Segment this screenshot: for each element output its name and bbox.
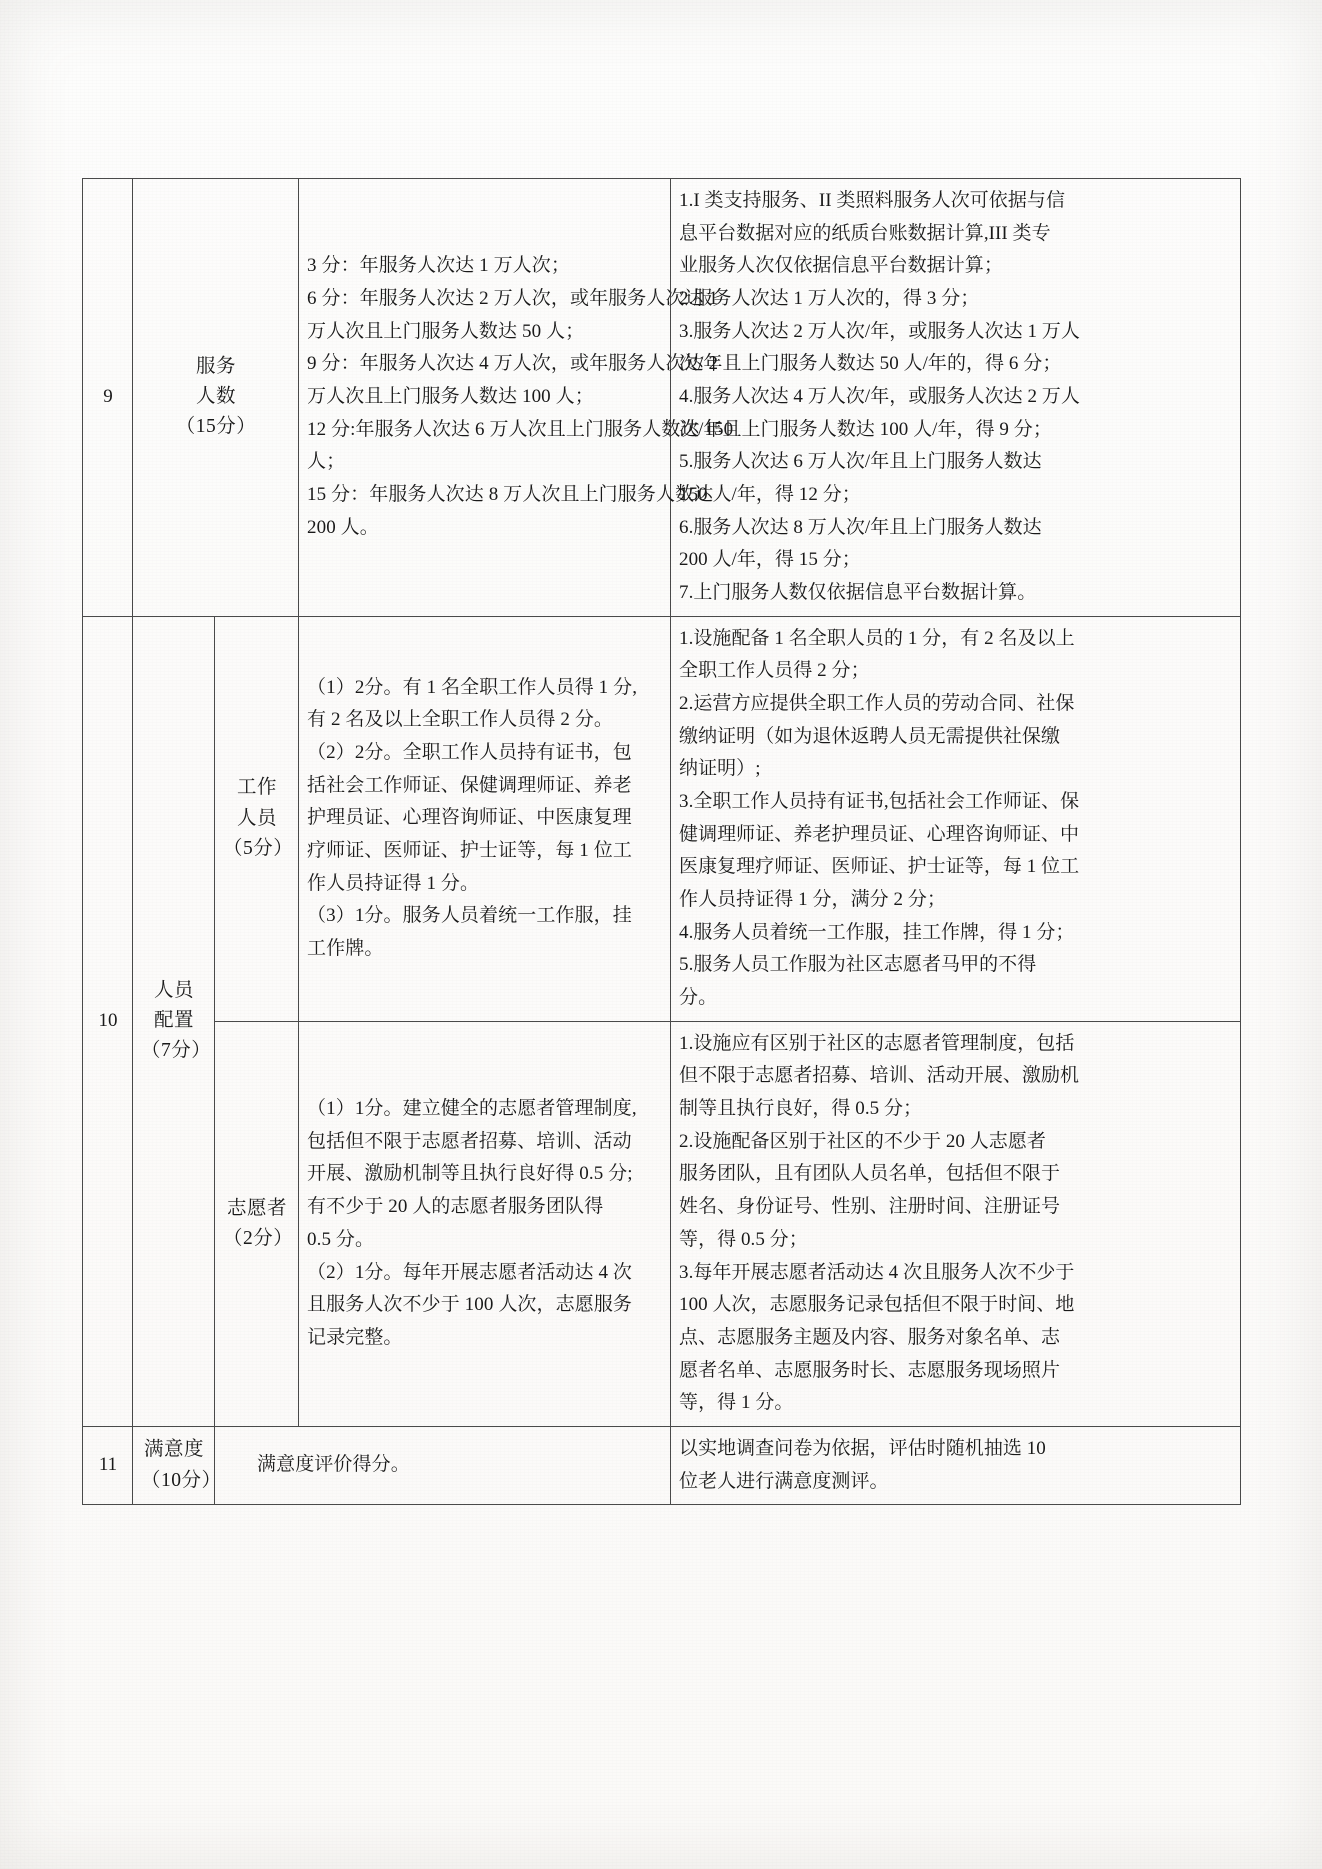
note-line: 2.运营方应提供全职工作人员的劳动合同、社保: [679, 693, 1075, 715]
standard-line: 0.5 分。: [307, 1228, 375, 1250]
note-line: 5.服务人次达 6 万人次/年且上门服务人数达: [679, 451, 1042, 473]
note-line: 分。: [679, 987, 718, 1009]
standard-cell: [299, 616, 671, 1021]
indicator-label: [133, 346, 298, 449]
standard-line: 200 人。: [307, 516, 379, 538]
standard-text: [215, 1443, 670, 1488]
note-line: 服务团队，且有团队人员名单，包括但不限于: [679, 1163, 1061, 1185]
row-number: 11: [98, 1454, 118, 1476]
indicator-label: [133, 970, 214, 1073]
note-line: 全职工作人员得 2 分；: [679, 660, 870, 682]
note-line: 5.服务人员工作服为社区志愿者马甲的不得: [679, 954, 1037, 976]
note-line: 3.服务人次达 2 万人次/年，或服务人次达 1 万人: [679, 320, 1080, 342]
note-line: 2.服务人次达 1 万人次的，得 3 分；: [679, 288, 980, 310]
note-line: 4.服务人次达 4 万人次/年，或服务人次达 2 万人: [679, 386, 1080, 408]
standard-cell: [215, 1426, 671, 1504]
note-line: 缴纳证明（如为退休返聘人员无需提供社保缴: [679, 725, 1061, 747]
standard-line: 万人次且上门服务人数达 50 人；: [307, 320, 585, 342]
standard-line: 开展、激励机制等且执行良好得 0.5 分;: [307, 1163, 633, 1185]
standard-line: 疗师证、医师证、护士证等，每 1 位工: [307, 840, 632, 862]
row-number-cell: [83, 179, 133, 617]
standard-line: （2）1分。每年开展志愿者活动达 4 次: [307, 1261, 633, 1283]
row-number: 10: [98, 1009, 118, 1031]
standard-cell: [299, 1021, 671, 1426]
note-text: [671, 1427, 1240, 1504]
note-line: 1.设施配备 1 名全职人员的 1 分，有 2 名及以上: [679, 627, 1075, 649]
note-line: 业服务人次仅依据信息平台数据计算；: [679, 255, 1003, 277]
standard-line: 6 分：年服务人次达 2 万人次，或年服务人次达 1: [307, 288, 719, 310]
row-number: 9: [103, 386, 113, 408]
note-line: 作人员持证得 1 分，满分 2 分；: [679, 889, 946, 911]
note-line: 息平台数据对应的纸质台账数据计算,III 类专: [679, 222, 1051, 244]
standard-line: 有 2 名及以上全职工作人员得 2 分。: [307, 709, 614, 731]
sub-indicator-line: 志愿者: [227, 1197, 288, 1219]
standard-line: 且服务人次不少于 100 人次，志愿服务: [307, 1294, 633, 1316]
table-row: [83, 616, 1241, 1021]
standard-line: （1）1分。建立健全的志愿者管理制度,: [307, 1098, 637, 1120]
note-cell: [671, 1021, 1241, 1426]
row-number-cell: [83, 1426, 133, 1504]
note-line: 1.设施应有区别于社区的志愿者管理制度，包括: [679, 1032, 1075, 1054]
note-line: 但不限于志愿者招募、培训、活动开展、激励机: [679, 1065, 1080, 1087]
standard-line: 12 分:年服务人次达 6 万人次且上门服务人数达 150: [307, 418, 734, 440]
indicator-line: 人员: [153, 979, 194, 1001]
table-row: [83, 1426, 1241, 1504]
standard-line: 9 分：年服务人次达 4 万人次，或年服务人次达 2: [307, 353, 719, 375]
indicator-line: 满意度: [143, 1439, 204, 1461]
note-line: 纳证明）;: [679, 758, 761, 780]
indicator-line: 服务: [196, 356, 237, 378]
note-cell: [671, 616, 1241, 1021]
standard-line: 括社会工作师证、保健调理师证、养老: [307, 774, 632, 796]
note-line: 200 人/年，得 15 分；: [679, 549, 861, 571]
standard-line: 作人员持证得 1 分。: [307, 872, 480, 894]
indicator-label: [133, 1429, 222, 1501]
note-cell: [671, 179, 1241, 617]
sub-indicator-cell: [215, 1021, 299, 1426]
note-line: 健调理师证、养老护理员证、心理咨询师证、中: [679, 823, 1080, 845]
standard-line: 有不少于 20 人的志愿者服务团队得: [307, 1196, 604, 1218]
sub-indicator-label: [215, 767, 298, 870]
note-text: [671, 1022, 1240, 1426]
note-line: 2.设施配备区别于社区的不少于 20 人志愿者: [679, 1130, 1046, 1152]
standard-line: 人；: [307, 451, 346, 473]
indicator-line: 配置: [153, 1010, 194, 1032]
indicator-cell: [133, 179, 299, 617]
standard-line: （2）2分。全职工作人员持有证书，包: [307, 742, 632, 764]
note-line: 3.全职工作人员持有证书,包括社会工作师证、保: [679, 791, 1080, 813]
standard-line: 记录完整。: [307, 1326, 403, 1348]
note-line: 6.服务人次达 8 万人次/年且上门服务人数达: [679, 516, 1042, 538]
table-row: [83, 1021, 1241, 1426]
standard-line: 工作牌。: [307, 938, 384, 960]
standard-text: [299, 1087, 670, 1360]
standard-line: （3）1分。服务人员着统一工作服，挂: [307, 905, 632, 927]
note-text: [671, 179, 1240, 616]
note-line: 位老人进行满意度测评。: [679, 1470, 889, 1492]
standard-text: [299, 666, 670, 972]
indicator-line: （15分）: [175, 416, 257, 438]
standard-line: 3 分：年服务人次达 1 万人次；: [307, 255, 570, 277]
standard-line: 满意度评价得分。: [257, 1454, 410, 1476]
table-row: [83, 179, 1241, 617]
standard-line: 护理员证、心理咨询师证、中医康复理: [307, 807, 632, 829]
note-line: 4.服务人员着统一工作服，挂工作牌，得 1 分；: [679, 921, 1075, 943]
note-line: 1.I 类支持服务、II 类照料服务人次可依据与信: [679, 190, 1065, 211]
note-line: 医康复理疗师证、医师证、护士证等，每 1 位工: [679, 856, 1080, 878]
standard-cell: [299, 179, 734, 617]
standard-text: [299, 244, 734, 550]
note-line: 以实地调查问卷为依据，评估时随机抽选 10: [679, 1437, 1046, 1459]
sub-indicator-line: （2分）: [223, 1227, 294, 1249]
indicator-cell: [133, 616, 215, 1426]
note-line: 等，得 1 分。: [679, 1392, 794, 1414]
indicator-line: （7分）: [141, 1040, 212, 1062]
standard-line: 包括但不限于志愿者招募、培训、活动: [307, 1130, 632, 1152]
note-line: 点、志愿服务主题及内容、服务对象名单、志: [679, 1326, 1061, 1348]
note-text: [671, 617, 1240, 1021]
sub-indicator-line: 工作: [237, 777, 278, 799]
note-line: 姓名、身份证号、性别、注册时间、注册证号: [679, 1196, 1061, 1218]
note-cell: [671, 1426, 1241, 1504]
note-line: 100 人次，志愿服务记录包括但不限于时间、地: [679, 1294, 1075, 1316]
sub-indicator-label: [215, 1188, 298, 1260]
criteria-table: [82, 178, 1241, 1505]
note-line: 次/年且上门服务人数达 50 人/年的，得 6 分；: [679, 353, 1062, 375]
note-line: 150 人/年，得 12 分；: [679, 484, 861, 506]
standard-line: 15 分：年服务人次达 8 万人次且上门服务人数达: [307, 484, 714, 506]
note-line: 愿者名单、志愿服务时长、志愿服务现场照片: [679, 1359, 1061, 1381]
standard-line: （1）2分。有 1 名全职工作人员得 1 分,: [307, 676, 638, 698]
sub-indicator-line: （5分）: [223, 837, 294, 859]
note-line: 3.每年开展志愿者活动达 4 次且服务人次不少于: [679, 1261, 1075, 1283]
indicator-line: （10分）: [141, 1469, 222, 1491]
sub-indicator-line: 人员: [237, 807, 278, 829]
note-line: 7.上门服务人数仅依据信息平台数据计算。: [679, 582, 1037, 604]
row-number-cell: [83, 616, 133, 1426]
note-line: 次/年且上门服务人数达 100 人/年，得 9 分；: [679, 418, 1052, 440]
sub-indicator-cell: [215, 616, 299, 1021]
standard-line: 万人次且上门服务人数达 100 人；: [307, 386, 594, 408]
note-line: 等，得 0.5 分；: [679, 1228, 808, 1250]
indicator-cell: [133, 1426, 222, 1504]
indicator-line: 人数: [196, 386, 237, 408]
note-line: 制等且执行良好，得 0.5 分；: [679, 1098, 923, 1120]
